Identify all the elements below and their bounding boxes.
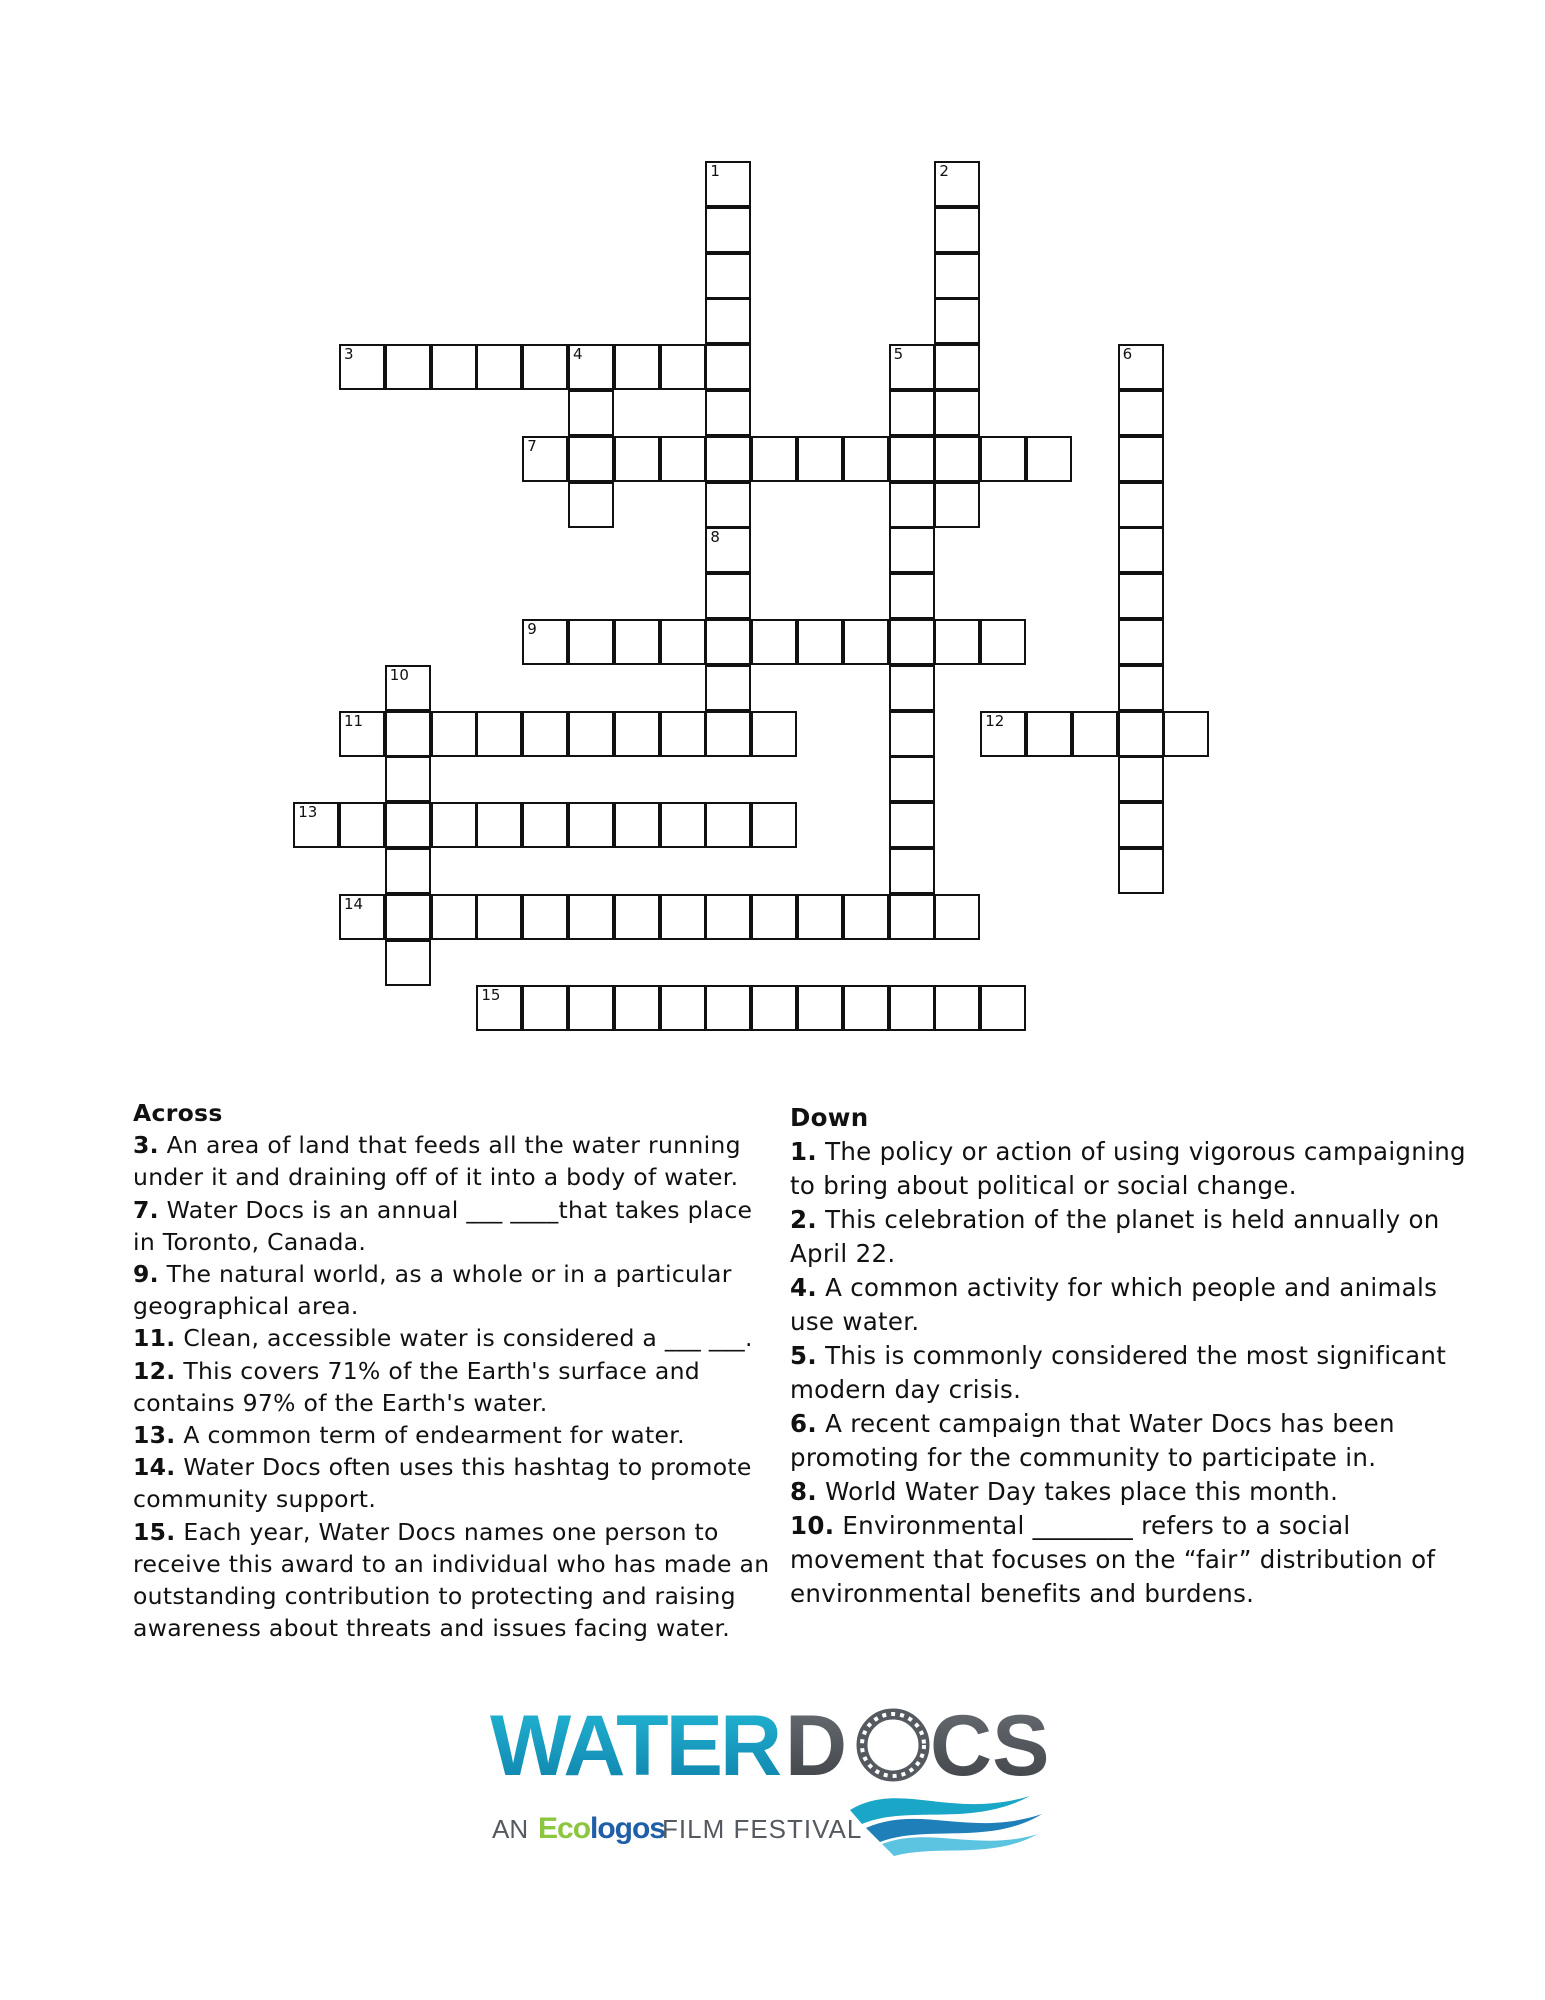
grid-cell[interactable] — [660, 436, 706, 482]
grid-cell[interactable] — [797, 619, 843, 665]
grid-cell[interactable] — [705, 619, 751, 665]
clue-number: 3 — [344, 345, 354, 364]
clue-text: A common activity for which people and animals use water. — [790, 1273, 1438, 1336]
across-clues — [133, 1097, 773, 1644]
grid-cell[interactable] — [431, 711, 477, 757]
grid-cell[interactable] — [660, 619, 706, 665]
grid-cell[interactable] — [705, 985, 751, 1031]
clue-text: This covers 71% of the Earth's surface and contains 97% of the Earth's water. — [133, 1356, 701, 1417]
grid-cell[interactable] — [751, 802, 797, 848]
down-clue — [790, 1475, 1480, 1509]
grid-cell[interactable] — [889, 619, 935, 665]
grid-cell[interactable] — [705, 207, 751, 253]
clue-number: 6 — [1122, 345, 1133, 364]
grid-cell[interactable] — [889, 711, 935, 757]
grid-cell[interactable] — [568, 894, 614, 940]
grid-cell[interactable] — [889, 527, 935, 573]
grid-cell[interactable] — [1118, 802, 1164, 848]
grid-cell[interactable] — [705, 253, 751, 299]
across-clue — [133, 1451, 773, 1515]
clue-number: 13 — [298, 803, 318, 822]
clue-label: 15. — [133, 1517, 176, 1546]
logo-tag-logos: logos — [590, 1812, 665, 1845]
grid-cell[interactable] — [889, 482, 935, 528]
down-clue — [790, 1135, 1480, 1203]
grid-cell[interactable] — [751, 985, 797, 1031]
grid-cell[interactable] — [1026, 436, 1072, 482]
grid-cell[interactable] — [934, 207, 980, 253]
clue-label: 9. — [133, 1260, 159, 1289]
grid-cell[interactable] — [1118, 527, 1164, 573]
grid-cell[interactable] — [705, 161, 751, 207]
grid-cell[interactable] — [660, 894, 706, 940]
grid-cell[interactable] — [1118, 756, 1164, 802]
across-heading: Across — [133, 1099, 223, 1127]
grid-cell[interactable] — [797, 894, 843, 940]
clue-label: 7. — [133, 1195, 159, 1224]
grid-cell[interactable] — [843, 985, 889, 1031]
grid-cell[interactable] — [385, 894, 431, 940]
grid-cell[interactable] — [980, 436, 1026, 482]
clue-text: Environmental ________ refers to a social movement that focuses on the “fair” distribution of environmental benefits and burdens. — [790, 1511, 1436, 1608]
grid-cell[interactable] — [522, 894, 568, 940]
grid-cell[interactable] — [1163, 711, 1209, 757]
clue-label: 8. — [790, 1477, 817, 1506]
clue-label: 10. — [790, 1511, 835, 1540]
clue-number: 7 — [527, 436, 537, 455]
across-clue — [133, 1419, 773, 1451]
grid-cell[interactable] — [889, 802, 935, 848]
grid-cell[interactable] — [385, 711, 431, 757]
clue-label: 2. — [790, 1205, 817, 1234]
across-clue — [133, 1516, 773, 1645]
across-clue — [133, 1355, 773, 1419]
grid-cell[interactable] — [385, 802, 431, 848]
grid-cell[interactable] — [889, 756, 935, 802]
grid-cell[interactable] — [934, 161, 980, 207]
clue-text: The natural world, as a whole or in a particular geographical area. — [133, 1260, 732, 1321]
grid-cell[interactable] — [980, 985, 1026, 1031]
grid-cell[interactable] — [293, 802, 339, 848]
grid-cell[interactable] — [660, 344, 706, 390]
grid-cell[interactable] — [568, 344, 614, 390]
grid-cell[interactable] — [568, 619, 614, 665]
clue-label: 11. — [133, 1324, 176, 1353]
grid-cell[interactable] — [705, 894, 751, 940]
down-clue — [790, 1271, 1480, 1339]
grid-cell[interactable] — [1118, 848, 1164, 894]
logo-letters-cs: CS — [930, 1700, 1050, 1794]
grid-cell[interactable] — [934, 985, 980, 1031]
clue-number: 4 — [573, 345, 583, 364]
clue-label: 3. — [133, 1131, 159, 1160]
clue-number: 2 — [939, 162, 949, 180]
grid-cell[interactable] — [614, 985, 660, 1031]
grid-cell[interactable] — [934, 894, 980, 940]
grid-cell[interactable] — [568, 711, 614, 757]
grid-cell[interactable] — [705, 802, 751, 848]
grid-cell[interactable] — [522, 711, 568, 757]
across-clue — [133, 1129, 773, 1193]
grid-cell[interactable] — [797, 436, 843, 482]
grid-cell[interactable] — [660, 985, 706, 1031]
grid-cell[interactable] — [660, 711, 706, 757]
grid-cell[interactable] — [705, 344, 751, 390]
logo-tag-eco: Eco — [538, 1812, 591, 1845]
grid-cell[interactable] — [751, 894, 797, 940]
grid-cell[interactable] — [705, 665, 751, 711]
grid-cell[interactable] — [339, 344, 385, 390]
grid-cell[interactable] — [1118, 711, 1164, 757]
water-docs-logo — [490, 1700, 1050, 1860]
grid-cell[interactable] — [476, 711, 522, 757]
grid-cell[interactable] — [385, 344, 431, 390]
grid-cell[interactable] — [339, 711, 385, 757]
grid-cell[interactable] — [751, 711, 797, 757]
clue-label: 4. — [790, 1273, 817, 1302]
wave-icon — [850, 1796, 1042, 1856]
logo-tag-an: AN — [492, 1814, 529, 1844]
grid-cell[interactable] — [1072, 711, 1118, 757]
clue-label: 14. — [133, 1453, 176, 1482]
grid-cell[interactable] — [705, 711, 751, 757]
clue-text: This is commonly considered the most significant modern day crisis. — [790, 1341, 1447, 1404]
grid-cell[interactable] — [980, 619, 1026, 665]
across-clue — [133, 1194, 773, 1258]
grid-cell[interactable] — [431, 802, 477, 848]
grid-cell[interactable] — [1118, 344, 1164, 390]
clue-number: 14 — [344, 894, 364, 913]
clue-text: World Water Day takes place this month. — [825, 1477, 1339, 1506]
grid-cell[interactable] — [934, 436, 980, 482]
grid-cell[interactable] — [522, 344, 568, 390]
grid-cell[interactable] — [476, 344, 522, 390]
clue-number: 9 — [527, 620, 537, 638]
grid-cell[interactable] — [522, 985, 568, 1031]
down-clue — [790, 1339, 1480, 1407]
grid-cell[interactable] — [889, 436, 935, 482]
grid-cell[interactable] — [522, 802, 568, 848]
clue-number: 10 — [389, 665, 409, 684]
grid-cell[interactable] — [614, 711, 660, 757]
grid-cell[interactable] — [522, 619, 568, 665]
grid-cell[interactable] — [1118, 482, 1164, 528]
clue-number: 12 — [985, 711, 1005, 730]
grid-cell[interactable] — [1118, 573, 1164, 619]
clue-label: 5. — [790, 1341, 817, 1370]
down-clue-list — [790, 1135, 1480, 1611]
grid-cell[interactable] — [705, 436, 751, 482]
grid-cell[interactable] — [889, 848, 935, 894]
grid-cell[interactable] — [614, 619, 660, 665]
clue-text: A recent campaign that Water Docs has been promoting for the community to participate in. — [790, 1409, 1395, 1472]
grid-cell[interactable] — [1118, 436, 1164, 482]
grid-cell[interactable] — [934, 298, 980, 344]
grid-cell[interactable] — [522, 436, 568, 482]
grid-cell[interactable] — [705, 573, 751, 619]
grid-cell[interactable] — [1118, 665, 1164, 711]
logo-tag-film-festival: FILM FESTIVAL — [662, 1814, 863, 1844]
grid-cell[interactable] — [431, 894, 477, 940]
grid-cell[interactable] — [385, 665, 431, 711]
grid-cell[interactable] — [476, 802, 522, 848]
clue-label: 6. — [790, 1409, 817, 1438]
clue-number: 5 — [893, 345, 904, 364]
grid-cell[interactable] — [934, 482, 980, 528]
down-clue — [790, 1407, 1480, 1475]
grid-cell[interactable] — [568, 390, 614, 436]
grid-cell[interactable] — [385, 756, 431, 802]
grid-cell[interactable] — [843, 436, 889, 482]
grid-cell[interactable] — [934, 619, 980, 665]
clue-text: Water Docs often uses this hashtag to promote community support. — [133, 1453, 752, 1514]
grid-cell[interactable] — [385, 940, 431, 986]
across-clue-list — [133, 1129, 773, 1644]
grid-cell[interactable] — [843, 619, 889, 665]
grid-cell[interactable] — [934, 253, 980, 299]
grid-cell[interactable] — [889, 665, 935, 711]
grid-cell[interactable] — [339, 894, 385, 940]
clue-text: The policy or action of using vigorous campaigning to bring about political or social change. — [790, 1137, 1466, 1200]
down-clue — [790, 1509, 1480, 1611]
film-reel-icon — [862, 1714, 924, 1776]
grid-cell[interactable] — [431, 344, 477, 390]
clue-number: 15 — [481, 986, 501, 1005]
grid-cell[interactable] — [1118, 390, 1164, 436]
grid-cell[interactable] — [889, 985, 935, 1031]
grid-cell[interactable] — [614, 344, 660, 390]
grid-cell[interactable] — [889, 390, 935, 436]
grid-cell[interactable] — [476, 894, 522, 940]
grid-cell[interactable] — [751, 619, 797, 665]
grid-cell[interactable] — [705, 482, 751, 528]
down-clues — [790, 1101, 1480, 1611]
clue-label: 1. — [790, 1137, 817, 1166]
grid-cell[interactable] — [568, 482, 614, 528]
down-heading: Down — [790, 1103, 869, 1132]
logo-letter-d: D — [785, 1700, 848, 1794]
grid-cell[interactable] — [889, 573, 935, 619]
grid-cell[interactable] — [568, 436, 614, 482]
grid-cell[interactable] — [614, 894, 660, 940]
across-clue — [133, 1322, 773, 1354]
clue-number: 1 — [710, 162, 720, 180]
clue-text: A common term of endearment for water. — [183, 1421, 685, 1450]
clue-text: Each year, Water Docs names one person to receive this award to an individual who has made an outstanding contribution to protecting and raising awareness about threats and issues facing water. — [133, 1517, 770, 1643]
grid-cell[interactable] — [614, 436, 660, 482]
grid-cell[interactable] — [889, 894, 935, 940]
clue-text: Water Docs is an annual ___ ____that takes place in Toronto, Canada. — [133, 1195, 753, 1256]
grid-cell[interactable] — [476, 985, 522, 1031]
across-clue — [133, 1258, 773, 1322]
grid-cell[interactable] — [751, 436, 797, 482]
grid-cell[interactable] — [934, 390, 980, 436]
grid-cell[interactable] — [934, 344, 980, 390]
grid-cell[interactable] — [568, 802, 614, 848]
clue-label: 13. — [133, 1421, 176, 1450]
grid-cell[interactable] — [660, 802, 706, 848]
clue-text: An area of land that feeds all the water running under it and draining off of it into a body of water. — [133, 1131, 741, 1192]
clue-number: 11 — [344, 711, 364, 730]
clue-text: Clean, accessible water is considered a ___ ___. — [183, 1324, 753, 1353]
grid-cell[interactable] — [889, 344, 935, 390]
clue-text: This celebration of the planet is held annually on April 22. — [790, 1205, 1440, 1268]
down-clue — [790, 1203, 1480, 1271]
grid-cell[interactable] — [705, 298, 751, 344]
clue-number: 8 — [710, 528, 720, 547]
grid-cell[interactable] — [385, 848, 431, 894]
grid-cell[interactable] — [980, 711, 1026, 757]
grid-cell[interactable] — [1118, 619, 1164, 665]
clue-label: 12. — [133, 1356, 176, 1385]
grid-cell[interactable] — [1026, 711, 1072, 757]
grid-cell[interactable] — [797, 985, 843, 1031]
grid-cell[interactable] — [568, 985, 614, 1031]
grid-cell[interactable] — [614, 802, 660, 848]
grid-cell[interactable] — [843, 894, 889, 940]
grid-cell[interactable] — [705, 390, 751, 436]
grid-cell[interactable] — [339, 802, 385, 848]
logo-word-water: WATER — [490, 1700, 780, 1794]
grid-cell[interactable] — [705, 527, 751, 573]
